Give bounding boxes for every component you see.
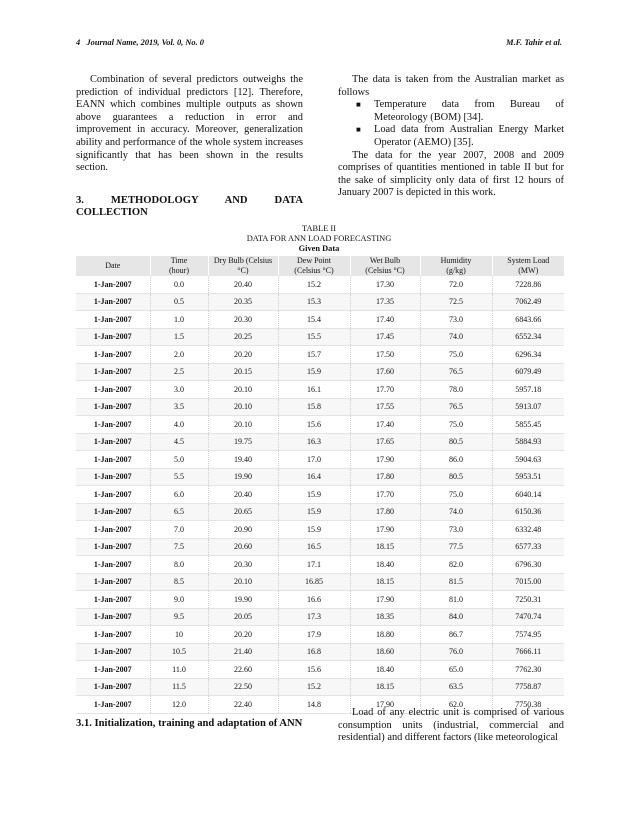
table-body xyxy=(76,276,564,713)
header-system-load: System Load (MW) xyxy=(492,256,564,276)
cell-humidity: 86.7 xyxy=(420,626,492,644)
cell-dew-point: 16.4 xyxy=(278,468,350,486)
cell-time: 9.0 xyxy=(150,591,208,609)
paragraph-predictors: Combination of several predictors outweighs the prediction of individual predictors [12]. Therefore, EANN which combines multiple outputs as shown above guarantees a reduction in error and improvement in accuracy. Moreover, generalization ability and performance of the whole system increases significantly that has been shown in the results section. xyxy=(76,74,303,174)
cell-dry-bulb: 20.10 xyxy=(208,381,278,399)
cell-humidity: 78.0 xyxy=(420,381,492,399)
cell-wet-bulb: 17.90 xyxy=(350,521,420,539)
table-row xyxy=(76,381,564,399)
cell-date: 1-Jan-2007 xyxy=(76,538,150,556)
cell-time: 0.0 xyxy=(150,276,208,293)
cell-dry-bulb: 20.40 xyxy=(208,486,278,504)
cell-dry-bulb: 19.90 xyxy=(208,468,278,486)
table-row xyxy=(76,556,564,574)
header-humidity: Humidity (g/kg) xyxy=(420,256,492,276)
cell-wet-bulb: 17.70 xyxy=(350,486,420,504)
bullet-text: Temperature data from Bureau of Meteorology (BOM) [34]. xyxy=(374,99,564,123)
cell-time: 8.5 xyxy=(150,573,208,591)
cell-time: 1.0 xyxy=(150,311,208,329)
cell-date: 1-Jan-2007 xyxy=(76,503,150,521)
journal-name: Journal Name, 2019, Vol. 0, No. 0 xyxy=(86,38,204,47)
cell-humidity: 76.5 xyxy=(420,398,492,416)
cell-wet-bulb: 17.65 xyxy=(350,433,420,451)
cell-dry-bulb: 19.75 xyxy=(208,433,278,451)
table-row xyxy=(76,293,564,311)
cell-humidity: 81.5 xyxy=(420,573,492,591)
cell-dry-bulb: 20.35 xyxy=(208,293,278,311)
cell-dry-bulb: 19.40 xyxy=(208,451,278,469)
cell-time: 3.0 xyxy=(150,381,208,399)
cell-wet-bulb: 17.35 xyxy=(350,293,420,311)
cell-humidity: 84.0 xyxy=(420,608,492,626)
right-column-top xyxy=(338,74,564,200)
cell-date: 1-Jan-2007 xyxy=(76,293,150,311)
cell-humidity: 74.0 xyxy=(420,503,492,521)
table-row xyxy=(76,311,564,329)
bullet-square-icon: ■ xyxy=(356,125,361,135)
cell-dew-point: 16.8 xyxy=(278,643,350,661)
cell-dew-point: 16.5 xyxy=(278,538,350,556)
table-row xyxy=(76,591,564,609)
cell-system-load: 7015.00 xyxy=(492,573,564,591)
cell-system-load: 5855.45 xyxy=(492,416,564,434)
cell-time: 4.5 xyxy=(150,433,208,451)
cell-humidity: 73.0 xyxy=(420,311,492,329)
cell-date: 1-Jan-2007 xyxy=(76,591,150,609)
table-row xyxy=(76,468,564,486)
table-row xyxy=(76,678,564,696)
cell-humidity: 86.0 xyxy=(420,451,492,469)
cell-dew-point: 15.3 xyxy=(278,293,350,311)
cell-dry-bulb: 20.10 xyxy=(208,398,278,416)
header-left xyxy=(76,38,204,47)
cell-system-load: 7666.11 xyxy=(492,643,564,661)
cell-system-load: 5884.93 xyxy=(492,433,564,451)
cell-date: 1-Jan-2007 xyxy=(76,398,150,416)
cell-dew-point: 15.8 xyxy=(278,398,350,416)
header-dry-bulb: Dry Bulb (Celsius °C) xyxy=(208,256,278,276)
cell-dew-point: 16.1 xyxy=(278,381,350,399)
cell-dew-point: 17.3 xyxy=(278,608,350,626)
cell-dew-point: 17.9 xyxy=(278,626,350,644)
cell-time: 7.0 xyxy=(150,521,208,539)
cell-dew-point: 15.6 xyxy=(278,416,350,434)
cell-dry-bulb: 20.60 xyxy=(208,538,278,556)
cell-time: 5.0 xyxy=(150,451,208,469)
cell-system-load: 7758.87 xyxy=(492,678,564,696)
cell-wet-bulb: 18.80 xyxy=(350,626,420,644)
paragraph-load: Load of any electric unit is comprised of various consumption units (industrial, commercial and residential) and different factors (like meteorological xyxy=(338,707,564,744)
cell-date: 1-Jan-2007 xyxy=(76,468,150,486)
table-caption xyxy=(0,224,638,254)
cell-time: 0.5 xyxy=(150,293,208,311)
cell-time: 2.5 xyxy=(150,363,208,381)
cell-time: 12.0 xyxy=(150,696,208,714)
cell-system-load: 7762.30 xyxy=(492,661,564,679)
cell-time: 6.0 xyxy=(150,486,208,504)
cell-dry-bulb: 20.10 xyxy=(208,416,278,434)
cell-time: 11.0 xyxy=(150,661,208,679)
table-row xyxy=(76,573,564,591)
cell-dew-point: 15.9 xyxy=(278,521,350,539)
table-row xyxy=(76,433,564,451)
cell-time: 11.5 xyxy=(150,678,208,696)
cell-wet-bulb: 18.15 xyxy=(350,538,420,556)
cell-wet-bulb: 17.40 xyxy=(350,416,420,434)
cell-date: 1-Jan-2007 xyxy=(76,346,150,364)
table-row xyxy=(76,661,564,679)
cell-dew-point: 15.2 xyxy=(278,678,350,696)
cell-wet-bulb: 17.90 xyxy=(350,591,420,609)
cell-dew-point: 14.8 xyxy=(278,696,350,714)
cell-time: 10.5 xyxy=(150,643,208,661)
cell-dry-bulb: 20.05 xyxy=(208,608,278,626)
cell-humidity: 73.0 xyxy=(420,521,492,539)
cell-wet-bulb: 17.70 xyxy=(350,381,420,399)
cell-dew-point: 15.9 xyxy=(278,503,350,521)
cell-system-load: 7250.31 xyxy=(492,591,564,609)
cell-dry-bulb: 20.25 xyxy=(208,328,278,346)
data-source-list xyxy=(338,99,564,149)
cell-wet-bulb: 17.50 xyxy=(350,346,420,364)
cell-humidity: 72.0 xyxy=(420,276,492,293)
bullet-square-icon: ■ xyxy=(356,100,361,110)
cell-dry-bulb: 20.15 xyxy=(208,363,278,381)
cell-dew-point: 16.6 xyxy=(278,591,350,609)
table-subtitle: Given Data xyxy=(298,244,340,253)
table-head xyxy=(76,256,564,276)
cell-system-load: 5953.51 xyxy=(492,468,564,486)
list-item xyxy=(338,124,564,149)
cell-date: 1-Jan-2007 xyxy=(76,381,150,399)
cell-system-load: 7228.86 xyxy=(492,276,564,293)
cell-wet-bulb: 17.60 xyxy=(350,363,420,381)
cell-wet-bulb: 18.40 xyxy=(350,556,420,574)
section-3-heading: 3. METHODOLOGY AND DATA COLLECTION xyxy=(76,194,303,219)
table-row xyxy=(76,643,564,661)
cell-time: 7.5 xyxy=(150,538,208,556)
cell-wet-bulb: 18.60 xyxy=(350,643,420,661)
table-row xyxy=(76,608,564,626)
cell-wet-bulb: 17.80 xyxy=(350,503,420,521)
table-row xyxy=(76,346,564,364)
cell-humidity: 72.5 xyxy=(420,293,492,311)
section-3-1-heading: 3.1. Initialization, training and adaptation of ANN xyxy=(76,718,303,729)
cell-humidity: 65.0 xyxy=(420,661,492,679)
cell-dry-bulb: 22.60 xyxy=(208,661,278,679)
header-dew-point: Dew Point (Celsius °C) xyxy=(278,256,350,276)
table-row xyxy=(76,451,564,469)
cell-dew-point: 17.0 xyxy=(278,451,350,469)
cell-date: 1-Jan-2007 xyxy=(76,363,150,381)
cell-dew-point: 15.7 xyxy=(278,346,350,364)
cell-humidity: 80.5 xyxy=(420,468,492,486)
cell-system-load: 6843.66 xyxy=(492,311,564,329)
cell-dry-bulb: 20.40 xyxy=(208,276,278,293)
cell-dry-bulb: 20.30 xyxy=(208,311,278,329)
cell-dew-point: 17.1 xyxy=(278,556,350,574)
right-column-bottom xyxy=(338,707,564,745)
cell-humidity: 76.5 xyxy=(420,363,492,381)
cell-humidity: 63.5 xyxy=(420,678,492,696)
cell-dew-point: 16.3 xyxy=(278,433,350,451)
cell-dew-point: 15.9 xyxy=(278,486,350,504)
left-column-bottom xyxy=(76,718,303,731)
cell-dew-point: 15.5 xyxy=(278,328,350,346)
cell-system-load: 6552.34 xyxy=(492,328,564,346)
cell-dry-bulb: 22.50 xyxy=(208,678,278,696)
page-number: 4 xyxy=(76,38,81,47)
cell-system-load: 5913.07 xyxy=(492,398,564,416)
table-label: TABLE II xyxy=(302,224,336,233)
paragraph-data-source: The data is taken from the Australian market as follows xyxy=(338,74,564,98)
cell-dry-bulb: 22.40 xyxy=(208,696,278,714)
cell-humidity: 62.0 xyxy=(420,696,492,714)
cell-humidity: 75.0 xyxy=(420,486,492,504)
cell-system-load: 6150.36 xyxy=(492,503,564,521)
cell-date: 1-Jan-2007 xyxy=(76,643,150,661)
cell-date: 1-Jan-2007 xyxy=(76,678,150,696)
cell-dry-bulb: 20.90 xyxy=(208,521,278,539)
cell-wet-bulb: 17.30 xyxy=(350,276,420,293)
header-authors: M.F. Tahir et al. xyxy=(506,38,562,47)
header-wet-bulb: Wet Bulb (Celsius °C) xyxy=(350,256,420,276)
cell-system-load: 7574.95 xyxy=(492,626,564,644)
cell-dry-bulb: 20.20 xyxy=(208,626,278,644)
cell-system-load: 5957.18 xyxy=(492,381,564,399)
cell-wet-bulb: 18.15 xyxy=(350,573,420,591)
list-item xyxy=(338,99,564,124)
cell-humidity: 74.0 xyxy=(420,328,492,346)
cell-wet-bulb: 17.90 xyxy=(350,696,420,714)
cell-time: 10 xyxy=(150,626,208,644)
cell-wet-bulb: 17.40 xyxy=(350,311,420,329)
cell-system-load: 6040.14 xyxy=(492,486,564,504)
cell-dry-bulb: 21.40 xyxy=(208,643,278,661)
table-header-row xyxy=(76,256,564,276)
cell-system-load: 6332.48 xyxy=(492,521,564,539)
bullet-text: Load data from Australian Energy Market Operator (AEMO) [35]. xyxy=(374,124,564,148)
table-row xyxy=(76,626,564,644)
header-date: Date xyxy=(76,256,150,276)
cell-system-load: 5904.63 xyxy=(492,451,564,469)
cell-time: 2.0 xyxy=(150,346,208,364)
cell-date: 1-Jan-2007 xyxy=(76,626,150,644)
page-header xyxy=(76,38,562,52)
table-row xyxy=(76,416,564,434)
table-row xyxy=(76,486,564,504)
cell-dew-point: 15.6 xyxy=(278,661,350,679)
table-row xyxy=(76,363,564,381)
table-row xyxy=(76,521,564,539)
cell-time: 4.0 xyxy=(150,416,208,434)
cell-dew-point: 16.85 xyxy=(278,573,350,591)
paragraph-data-years: The data for the year 2007, 2008 and 2009 comprises of quantities mentioned in table II but for the sake of simplicity only data of first 12 hours of January 2007 is depicted in this work. xyxy=(338,149,564,199)
cell-date: 1-Jan-2007 xyxy=(76,416,150,434)
cell-date: 1-Jan-2007 xyxy=(76,433,150,451)
cell-system-load: 6577.33 xyxy=(492,538,564,556)
cell-date: 1-Jan-2007 xyxy=(76,521,150,539)
load-forecast-table xyxy=(76,256,564,714)
cell-humidity: 80.5 xyxy=(420,433,492,451)
header-time: Time (hour) xyxy=(150,256,208,276)
cell-date: 1-Jan-2007 xyxy=(76,311,150,329)
cell-wet-bulb: 18.15 xyxy=(350,678,420,696)
table-title: DATA FOR ANN LOAD FORECASTING xyxy=(246,234,392,243)
cell-dew-point: 15.2 xyxy=(278,276,350,293)
cell-date: 1-Jan-2007 xyxy=(76,451,150,469)
cell-time: 6.5 xyxy=(150,503,208,521)
table-row xyxy=(76,398,564,416)
cell-date: 1-Jan-2007 xyxy=(76,276,150,293)
cell-dew-point: 15.4 xyxy=(278,311,350,329)
cell-dry-bulb: 19.90 xyxy=(208,591,278,609)
cell-date: 1-Jan-2007 xyxy=(76,486,150,504)
cell-humidity: 75.0 xyxy=(420,416,492,434)
cell-wet-bulb: 17.55 xyxy=(350,398,420,416)
cell-humidity: 76.0 xyxy=(420,643,492,661)
cell-date: 1-Jan-2007 xyxy=(76,573,150,591)
cell-date: 1-Jan-2007 xyxy=(76,661,150,679)
cell-wet-bulb: 17.45 xyxy=(350,328,420,346)
cell-dry-bulb: 20.65 xyxy=(208,503,278,521)
table-row xyxy=(76,503,564,521)
cell-humidity: 81.0 xyxy=(420,591,492,609)
cell-time: 3.5 xyxy=(150,398,208,416)
cell-humidity: 77.5 xyxy=(420,538,492,556)
cell-time: 8.0 xyxy=(150,556,208,574)
cell-system-load: 6296.34 xyxy=(492,346,564,364)
cell-system-load: 7062.49 xyxy=(492,293,564,311)
cell-wet-bulb: 17.90 xyxy=(350,451,420,469)
cell-date: 1-Jan-2007 xyxy=(76,608,150,626)
cell-dry-bulb: 20.20 xyxy=(208,346,278,364)
table-row xyxy=(76,328,564,346)
cell-date: 1-Jan-2007 xyxy=(76,696,150,714)
cell-wet-bulb: 18.40 xyxy=(350,661,420,679)
cell-dry-bulb: 20.10 xyxy=(208,573,278,591)
cell-dew-point: 15.9 xyxy=(278,363,350,381)
cell-system-load: 6796.30 xyxy=(492,556,564,574)
cell-dry-bulb: 20.30 xyxy=(208,556,278,574)
cell-system-load: 7470.74 xyxy=(492,608,564,626)
cell-humidity: 82.0 xyxy=(420,556,492,574)
table-row xyxy=(76,538,564,556)
cell-time: 9.5 xyxy=(150,608,208,626)
cell-date: 1-Jan-2007 xyxy=(76,556,150,574)
left-column-top xyxy=(76,74,303,220)
cell-wet-bulb: 18.35 xyxy=(350,608,420,626)
cell-wet-bulb: 17.80 xyxy=(350,468,420,486)
cell-humidity: 75.0 xyxy=(420,346,492,364)
table-row xyxy=(76,276,564,293)
cell-system-load: 7750.38 xyxy=(492,696,564,714)
cell-date: 1-Jan-2007 xyxy=(76,328,150,346)
cell-system-load: 6079.49 xyxy=(492,363,564,381)
cell-time: 5.5 xyxy=(150,468,208,486)
cell-time: 1.5 xyxy=(150,328,208,346)
